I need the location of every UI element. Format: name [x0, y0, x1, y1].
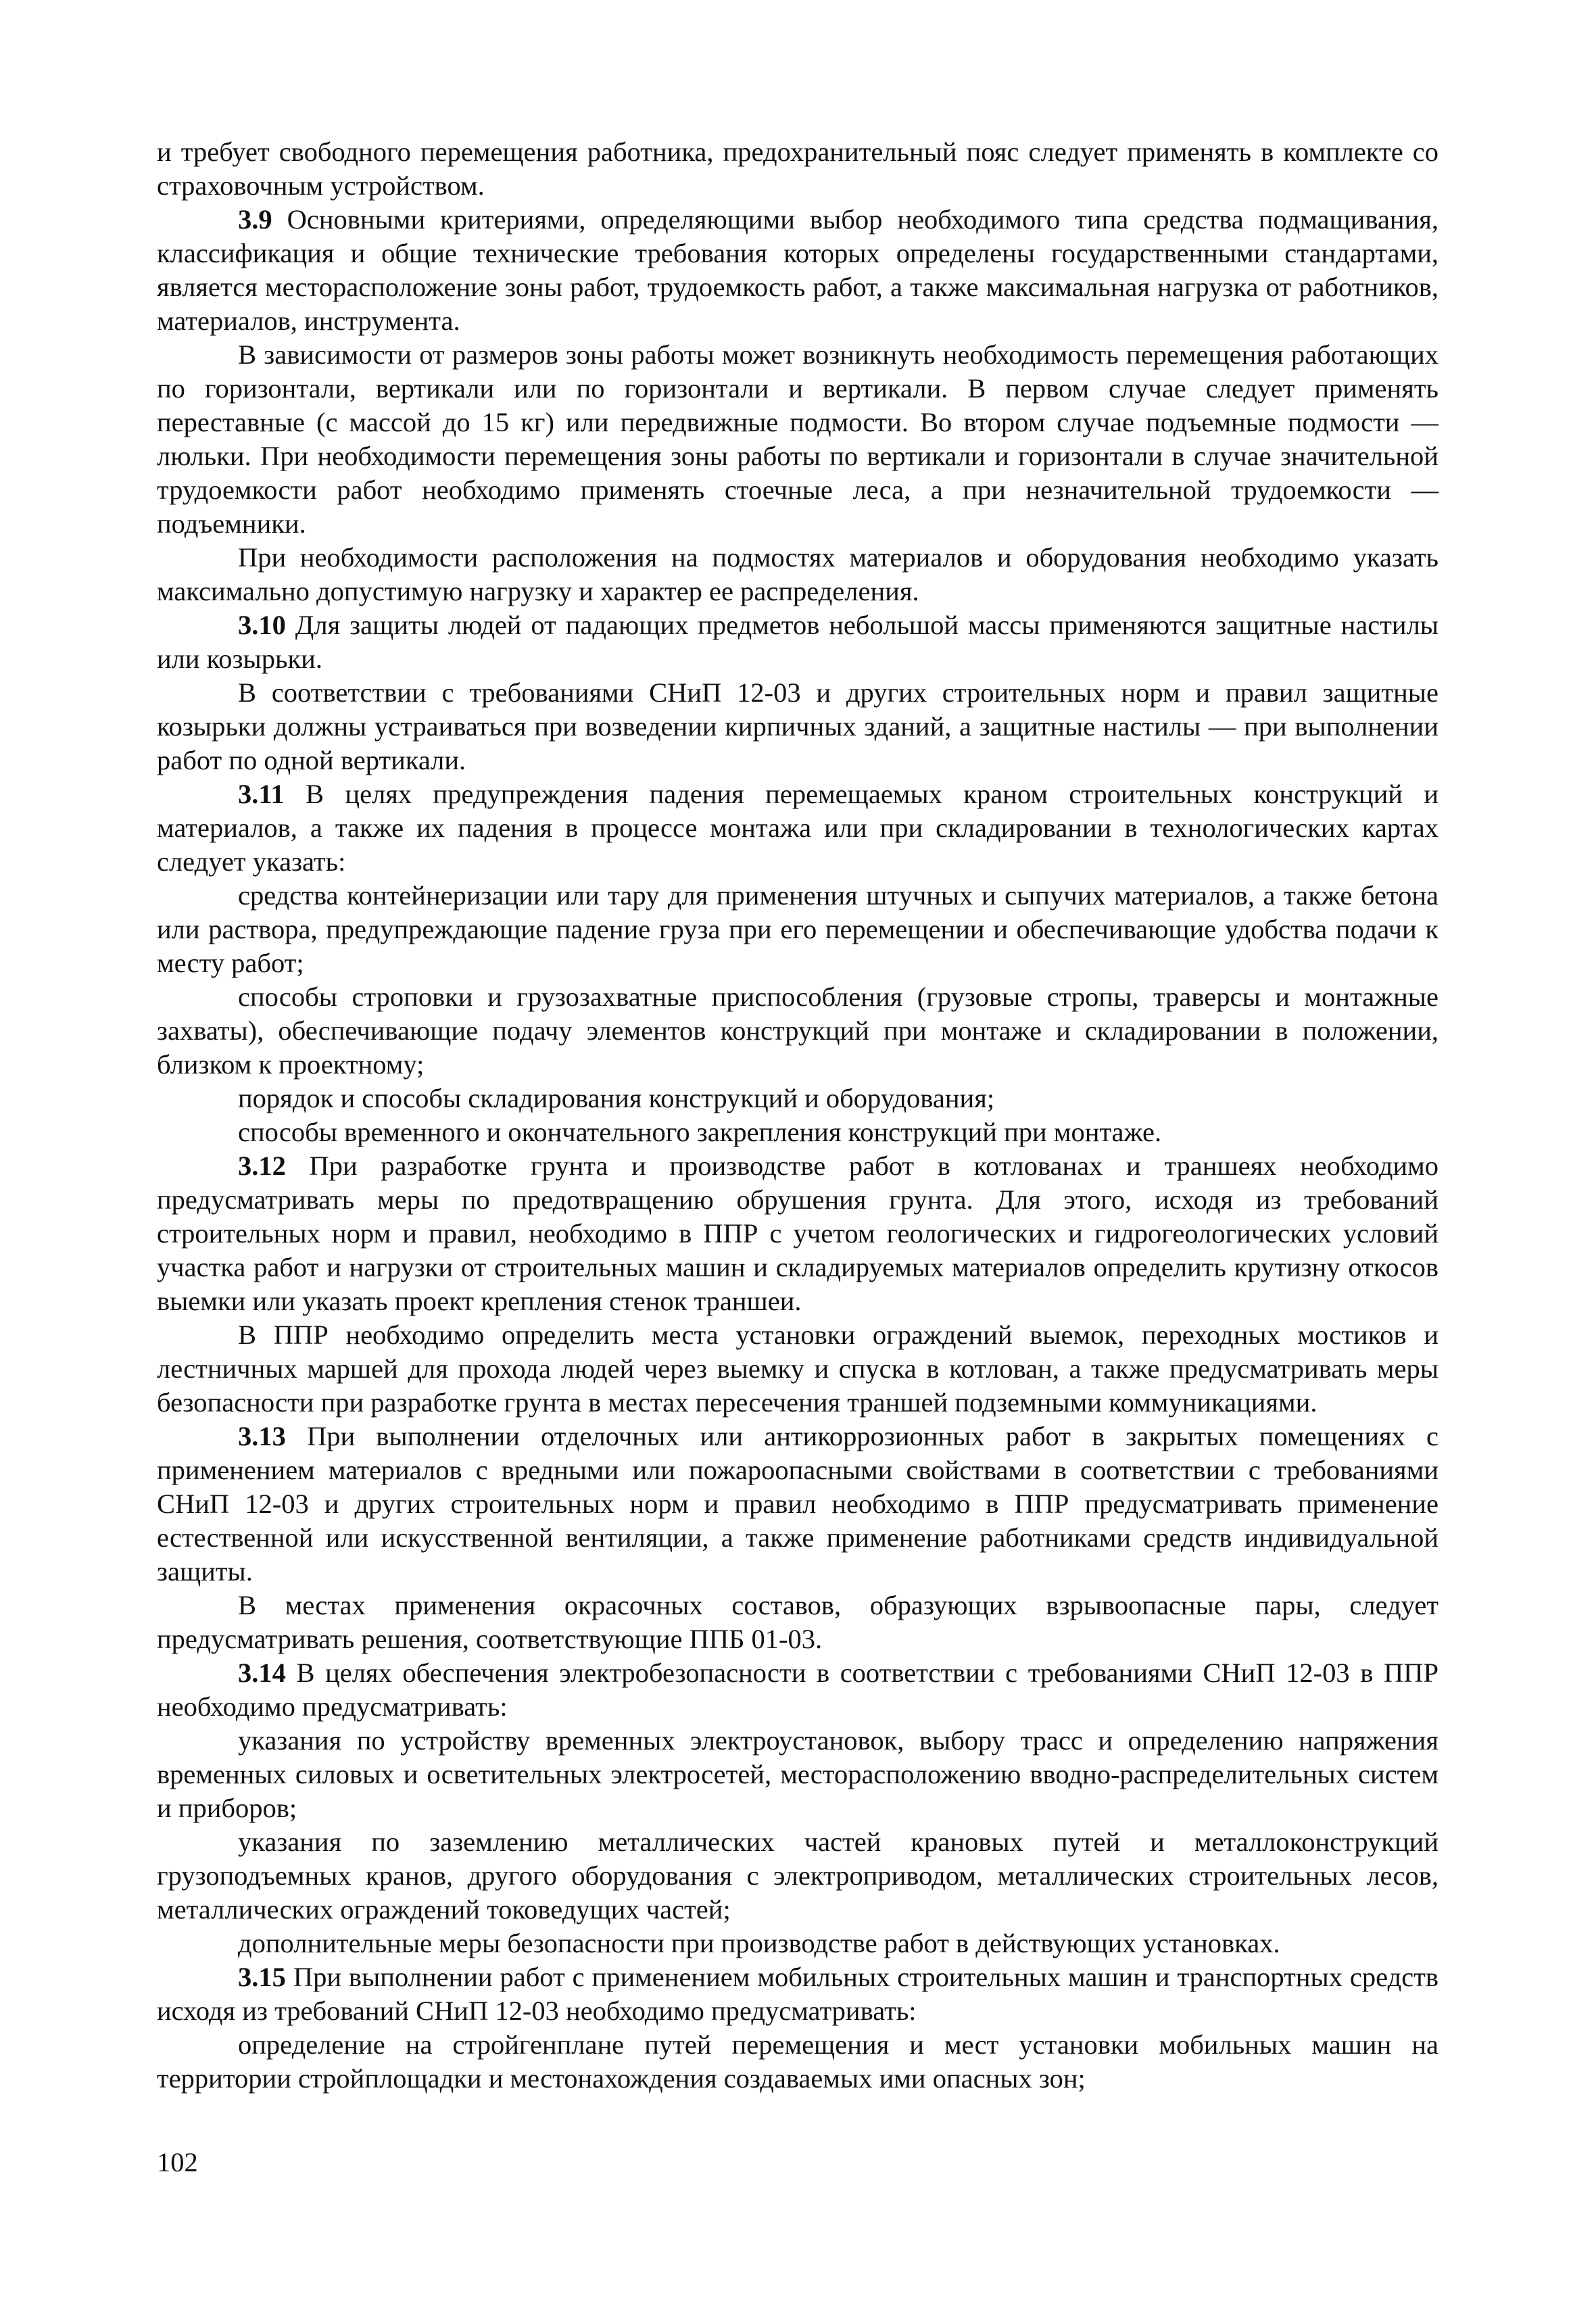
paragraph-p15: [157, 1589, 1438, 1656]
paragraph-text: При разработке грунта и производстве работ в котлованах и траншеях необходимо предусматривать меры по предотвращению обрушения грунта. Для этого, исходя из требований строительных норм и правил, необходимо в ППР с учетом геологических и гидрогеологических условий участка работ и нагрузки от строительных машин и складируемых материалов определить крутизну откосов выемки или указать проект крепления стенок траншеи.: [157, 1151, 1438, 1316]
paragraph-p18: [157, 1825, 1438, 1927]
paragraph-p10: [157, 1082, 1438, 1115]
paragraph-text: При выполнении работ с применением мобильных строительных машин и транспортных средств исходя из требований СНиП 12-03 необходимо предусматривать:: [157, 1962, 1438, 2026]
paragraph-text: В зависимости от размеров зоны работы может возникнуть необходимость перемещения работающих по горизонтали, вертикали или по горизонтали и вертикали. В первом случае следует применять переставные (с массой до 15 кг) или передвижные подмости. Во втором случае подъемные подмости — люльки. При необходимости перемещения зоны работы по вертикали и горизонтали в случае значительной трудоемкости работ необходимо применять стоечные леса, а при незначительной трудоемкости — подъемники.: [157, 339, 1438, 539]
paragraph-text: порядок и способы складирования конструкций и оборудования;: [238, 1083, 995, 1113]
paragraph-p6: [157, 676, 1438, 777]
paragraph-text: В соответствии с требованиями СНиП 12-03 и других строительных норм и правил защитные козырьки должны устраиваться при возведении кирпичных зданий, а защитные настилы — при выполнении работ по одной вертикали.: [157, 677, 1438, 775]
section-number: 3.9: [238, 204, 272, 235]
paragraph-text: дополнительные меры безопасности при производстве работ в действующих установках.: [238, 1928, 1280, 1958]
paragraph-p2: [157, 203, 1438, 338]
paragraph-p9: [157, 980, 1438, 1082]
paragraph-text: Основными критериями, определяющими выбор необходимого типа средства подмащивания, классификация и общие технические требования которых определены государственными стандартами, является месторасположение зоны работ, трудоемкость работ, а также максимальная нагрузка от работников, материалов, инструмента.: [157, 204, 1438, 336]
paragraph-text: В целях предупреждения падения перемещаемых краном строительных конструкций и материалов, а также их падения в процессе монтажа или при складировании в технологических картах следует указать:: [157, 779, 1438, 877]
paragraph-p16: [157, 1656, 1438, 1724]
paragraph-p13: [157, 1318, 1438, 1420]
paragraph-text: В местах применения окрасочных составов, образующих взрывоопасные пары, следует предусматривать решения, соответствующие ППБ 01-03.: [157, 1590, 1438, 1654]
section-number: 3.12: [238, 1151, 286, 1181]
section-number: 3.10: [238, 610, 286, 640]
paragraph-p4: [157, 541, 1438, 608]
paragraph-text: и требует свободного перемещения работника, предохранительный пояс следует применять в комплекте со страховочным устройством.: [157, 137, 1438, 201]
paragraph-p1: [157, 135, 1438, 203]
paragraph-p5: [157, 608, 1438, 676]
paragraph-p12: [157, 1149, 1438, 1318]
paragraph-p11: [157, 1115, 1438, 1149]
section-number: 3.15: [238, 1962, 286, 1992]
page-number: 102: [157, 2147, 198, 2177]
paragraph-p14: [157, 1420, 1438, 1589]
paragraph-p19: [157, 1927, 1438, 1960]
paragraph-text: указания по устройству временных электроустановок, выбору трасс и определению напряжения временных силовых и осветительных электросетей, месторасположению вводно-распределительных систем и приборов;: [157, 1725, 1438, 1823]
paragraph-text: В ППР необходимо определить места установки ограждений выемок, переходных мостиков и лестничных маршей для прохода людей через выемку и спуска в котлован, а также предусматривать меры безопасности при разработке грунта в местах пересечения траншей подземными коммуникациями.: [157, 1320, 1438, 1418]
paragraph-text: указания по заземлению металлических частей крановых путей и металлоконструкций грузоподъемных кранов, другого оборудования с электроприводом, металлических строительных лесов, металлических ограждений токоведущих частей;: [157, 1827, 1438, 1925]
document-page: [157, 135, 1438, 2217]
paragraph-p20: [157, 1960, 1438, 2028]
paragraph-p3: [157, 338, 1438, 541]
paragraph-text: способы временного и окончательного закрепления конструкций при монтаже.: [238, 1117, 1162, 1147]
paragraph-text: Для защиты людей от падающих предметов небольшой массы применяются защитные настилы или козырьки.: [157, 610, 1438, 674]
paragraph-text: При необходимости расположения на подмостях материалов и оборудования необходимо указать максимально допустимую нагрузку и характер ее распределения.: [157, 542, 1438, 606]
section-number: 3.13: [238, 1421, 286, 1451]
section-number: 3.14: [238, 1658, 286, 1688]
paragraph-p8: [157, 879, 1438, 980]
paragraph-text: средства контейнеризации или тару для применения штучных и сыпучих материалов, а также бетона или раствора, предупреждающие падение груза при его перемещении и обеспечивающие удобства подачи к месту работ;: [157, 880, 1438, 978]
paragraph-p21: [157, 2028, 1438, 2096]
paragraph-p7: [157, 777, 1438, 879]
section-number: 3.11: [238, 779, 285, 809]
paragraph-text: способы строповки и грузозахватные приспособления (грузовые стропы, траверсы и монтажные захваты), обеспечивающие подачу элементов конструкций при монтаже и складировании в положении, близком к проектному;: [157, 982, 1438, 1080]
paragraph-text: определение на стройгенплане путей перемещения и мест установки мобильных машин на территории стройплощадки и местонахождения создаваемых ими опасных зон;: [157, 2029, 1438, 2094]
paragraph-text: В целях обеспечения электробезопасности в соответствии с требованиями СНиП 12-03 в ППР необходимо предусматривать:: [157, 1658, 1438, 1722]
paragraph-text: При выполнении отделочных или антикоррозионных работ в закрытых помещениях с применением материалов с вредными или пожароопасными свойствами в соответствии с требованиями СНиП 12-03 и других строительных норм и правил необходимо в ППР предусматривать применение естественной или искусственной вентиляции, а также применение работниками средств индивидуальной защиты.: [157, 1421, 1438, 1587]
paragraph-p17: [157, 1724, 1438, 1825]
